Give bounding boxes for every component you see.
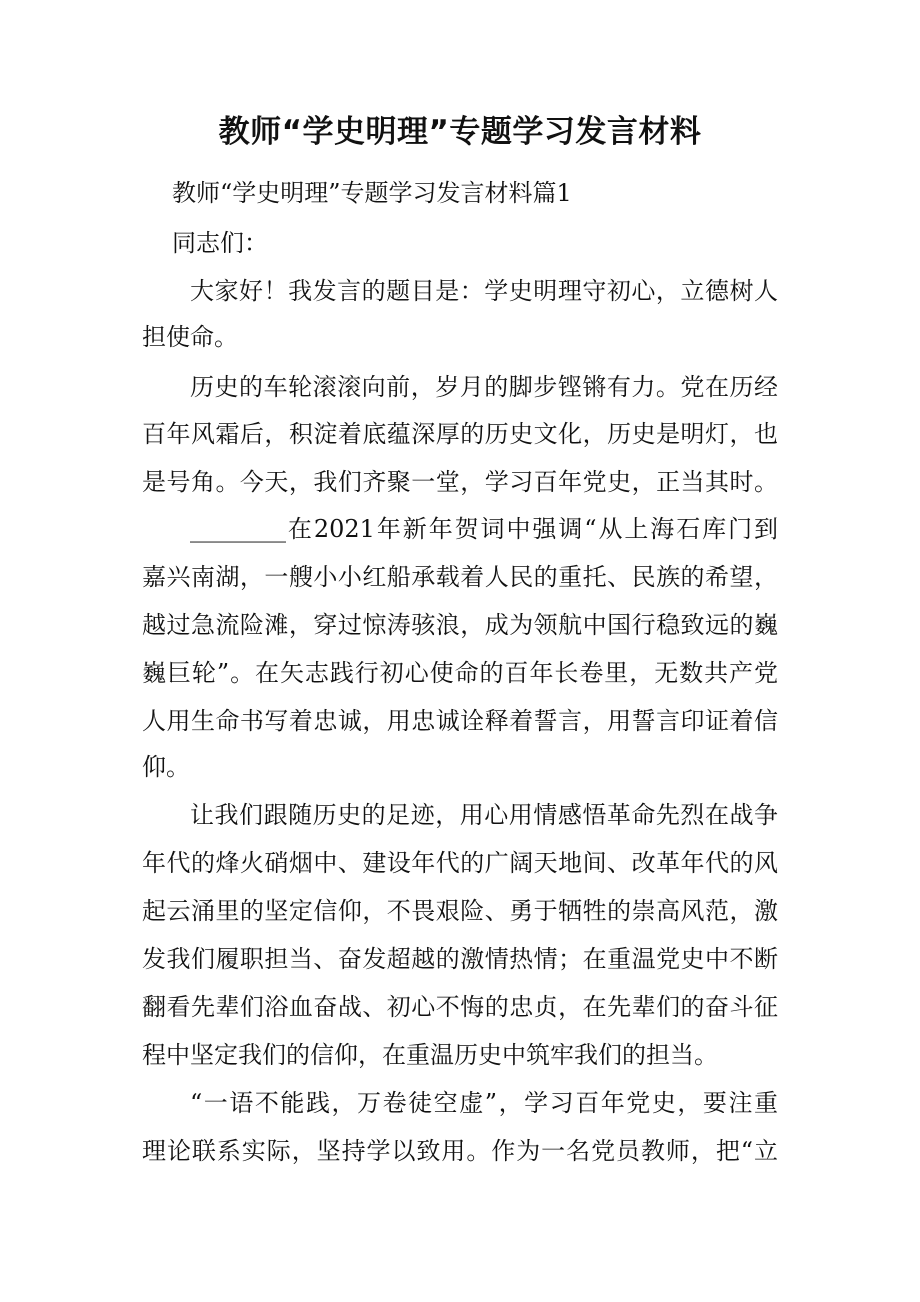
paragraph-line: 年代的烽火硝烟中、建设年代的广阔天地间、改革年代的风 (142, 849, 778, 877)
paragraph-line: 百年风霜后，积淀着底蕴深厚的历史文化，历史是明灯，也 (142, 420, 778, 448)
paragraph-line: 起云涌里的坚定信仰，不畏艰险、勇于牺牲的崇高风范，激 (142, 897, 778, 925)
paragraph-line: 担使命。 (142, 323, 238, 351)
paragraph-line: 是号角。今天，我们齐聚一堂，学习百年党史，正当其时。 (142, 468, 778, 496)
paragraph-line: 巍巨轮”。在矢志践行初心使命的百年长卷里，无数共产党 (142, 659, 778, 687)
paragraph-line: 人用生命书写着忠诚，用忠诚诠释着誓言，用誓言印证着信 (142, 707, 778, 735)
document-title: 教师“学史明理”专题学习发言材料 (218, 114, 702, 150)
paragraph-line: 让我们跟随历史的足迹，用心用情感悟革命先烈在战争 (190, 801, 778, 829)
paragraph-line: 仰。 (142, 753, 190, 781)
paragraph-line: “一语不能践，万卷徒空虚”，学习百年党史，要注重 (190, 1089, 778, 1117)
paragraph-line: 发我们履职担当、奋发超越的激情热情；在重温党史中不断 (142, 945, 778, 973)
salutation: 同志们： (172, 229, 268, 257)
paragraph-line: 越过急流险滩，穿过惊涛骇浪，成为领航中国行稳致远的巍 (142, 611, 778, 639)
paragraph-line: 理论联系实际，坚持学以致用。作为一名党员教师，把“立 (142, 1137, 778, 1165)
document-subtitle: 教师“学史明理”专题学习发言材料篇1 (172, 179, 572, 207)
paragraph-line: 翻看先辈们浴血奋战、初心不悔的忠贞，在先辈们的奋斗征 (142, 993, 778, 1021)
paragraph-line: 大家好！我发言的题目是：学史明理守初心，立德树人 (190, 277, 778, 305)
paragraph-line: 嘉兴南湖，一艘小小红船承载着人民的重托、民族的希望， (142, 563, 778, 591)
paragraph-line: 程中坚定我们的信仰，在重温历史中筑牢我们的担当。 (142, 1041, 718, 1069)
paragraph-line: 历史的车轮滚滚向前，岁月的脚步铿锵有力。党在历经 (190, 373, 778, 401)
paragraph-line: ________在2021年新年贺词中强调“从上海石库门到 (190, 515, 778, 543)
